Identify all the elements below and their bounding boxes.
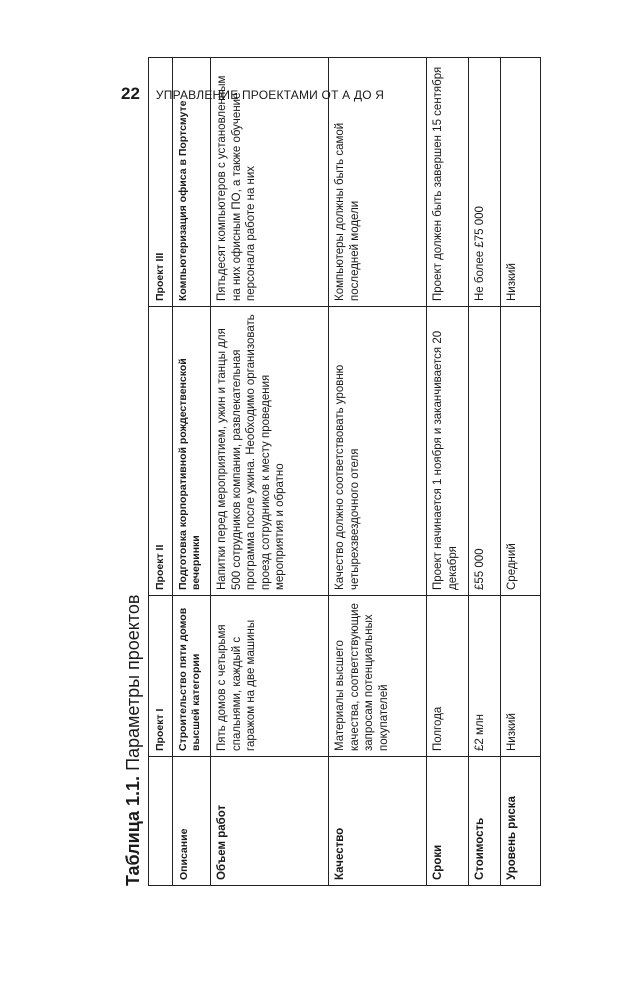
row-label: Качество	[329, 757, 427, 886]
book-title: УПРАВЛЕНИЕ ПРОЕКТАМИ ОТ А ДО Я	[155, 88, 385, 102]
page-number: 22	[121, 84, 140, 103]
table-row-scope	[211, 58, 329, 886]
table-row-schedule	[427, 58, 469, 886]
table-cell: Проект должен быть завершен 15 сентября	[427, 58, 469, 307]
project-2-header: Проект II	[149, 307, 173, 596]
table-row-risk	[501, 58, 541, 886]
projects-table	[148, 57, 541, 886]
table-header-row	[149, 58, 173, 886]
caption-text: Параметры проектов	[123, 594, 143, 776]
table-row-description	[173, 58, 211, 886]
table-cell: Пятьдесят компьютеров с установленным на них офисным ПО, а также обучение персонала работе на них	[211, 58, 329, 307]
caption-number: Таблица 1.1.	[123, 775, 143, 886]
row-label: Сроки	[427, 757, 469, 886]
table-row-cost	[469, 58, 501, 886]
row-label: Стоимость	[469, 757, 501, 886]
row-label: Объем работ	[211, 757, 329, 886]
project-3-header: Проект III	[149, 58, 173, 307]
row-label: Уровень риска	[501, 757, 541, 886]
table-cell: Напитки перед мероприятием, ужин и танцы для 500 сотрудников компании, развлекательная программа после ужина. Необходимо организовать проезд сотрудников к месту проведения мероприятия и обратно	[211, 307, 329, 596]
table-cell: Низкий	[501, 58, 541, 307]
table-cell: Подготовка корпоративной рождественской вечеринки	[173, 307, 211, 596]
table-row-quality	[329, 58, 427, 886]
table-cell: £2 млн	[469, 596, 501, 757]
table-cell: Не более £75 000	[469, 58, 501, 307]
table-cell: Средний	[501, 307, 541, 596]
project-1-header: Проект I	[149, 596, 173, 757]
table-cell: Пять домов с четырьмя спальнями, каждый с гаражом на две машины	[211, 596, 329, 757]
table-cell: Проект начинается 1 ноября и заканчивается 20 декабря	[427, 307, 469, 596]
table-cell: Полгода	[427, 596, 469, 757]
table-cell: Компьютеры должны быть самой последней модели	[329, 58, 427, 307]
row-label: Описание	[173, 757, 211, 886]
table-cell: Компьютеризация офиса в Портсмуте	[173, 58, 211, 307]
table-cell: £55 000	[469, 307, 501, 596]
table-cell: Строительство пяти домов высшей категории	[173, 596, 211, 757]
table-cell: Качество должно соответствовать уровню четырехзвездочного отеля	[329, 307, 427, 596]
table-caption	[118, 102, 148, 886]
corner-cell	[149, 757, 173, 886]
table-cell: Материалы высшего качества, соответствующие запросам потенциальных покупателей	[329, 596, 427, 757]
table-cell: Низкий	[501, 596, 541, 757]
